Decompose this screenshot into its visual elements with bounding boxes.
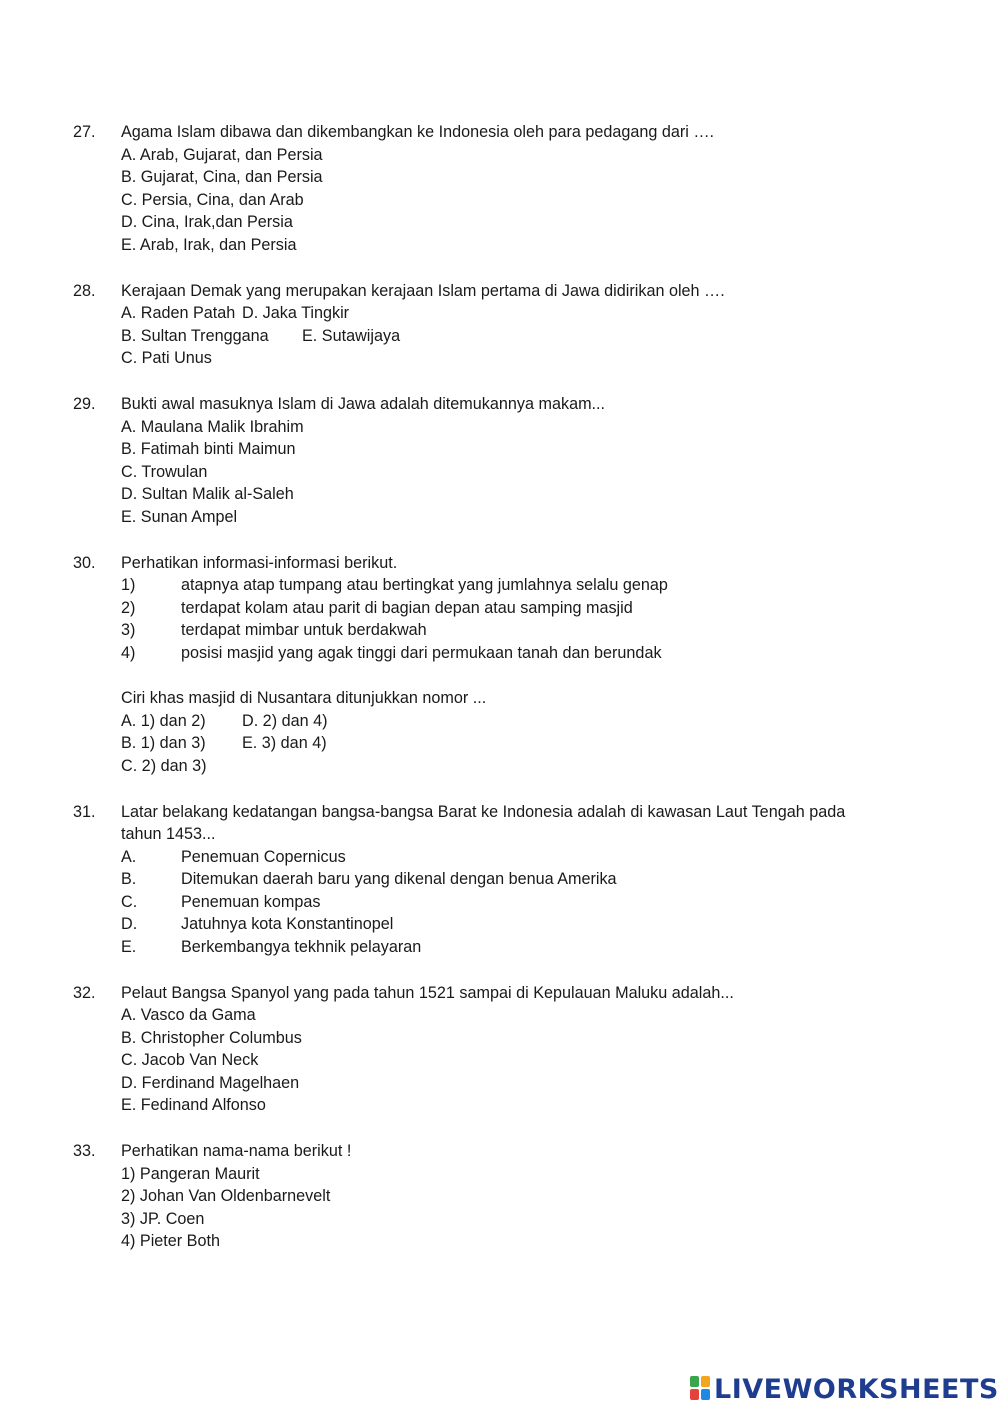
question-31-number: 31.: [73, 803, 96, 821]
question-31-option-marker[interactable]: C.: [121, 893, 138, 911]
question-29-text: Bukti awal masuknya Islam di Jawa adalah ditemukannya makam...: [121, 395, 606, 413]
question-31-option-text[interactable]: Jatuhnya kota Konstantinopel: [181, 915, 394, 933]
question-32-option-b[interactable]: B. Christopher Columbus: [121, 1029, 302, 1047]
question-30-item-text: terdapat kolam atau parit di bagian depan atau samping masjid: [181, 599, 633, 617]
question-29-option-d[interactable]: D. Sultan Malik al-Saleh: [121, 485, 294, 503]
question-29-option-c[interactable]: C. Trowulan: [121, 463, 208, 481]
question-30-option-e[interactable]: E. 3) dan 4): [242, 734, 327, 752]
question-28-number: 28.: [73, 282, 96, 300]
question-29-option-e[interactable]: E. Sunan Ampel: [121, 508, 238, 526]
question-30-option-c[interactable]: C. 2) dan 3): [121, 757, 207, 775]
question-33-number: 33.: [73, 1142, 96, 1160]
question-31-option-marker[interactable]: B.: [121, 870, 137, 888]
liveworksheets-logo-text: LIVEWORKSHEETS: [714, 1373, 999, 1405]
question-28-option-e[interactable]: E. Sutawijaya: [302, 327, 401, 345]
question-30-item-text: terdapat mimbar untuk berdakwah: [181, 621, 427, 639]
question-33-item-3: 3) JP. Coen: [121, 1210, 205, 1228]
question-30-number: 30.: [73, 554, 96, 572]
question-32-option-a[interactable]: A. Vasco da Gama: [121, 1006, 256, 1024]
question-33-item-4: 4) Pieter Both: [121, 1232, 220, 1250]
question-30-item-text: atapnya atap tumpang atau bertingkat yang jumlahnya selalu genap: [181, 576, 668, 594]
question-30-option-a[interactable]: A. 1) dan 2): [121, 712, 206, 730]
liveworksheets-logo-icon: [690, 1376, 712, 1402]
question-30-option-b[interactable]: B. 1) dan 3): [121, 734, 206, 752]
question-30-item-marker: 2): [121, 599, 136, 617]
question-28-option-c[interactable]: C. Pati Unus: [121, 349, 212, 367]
question-32-option-c[interactable]: C. Jacob Van Neck: [121, 1051, 259, 1069]
question-30-prompt: Ciri khas masjid di Nusantara ditunjukkan nomor ...: [121, 689, 487, 707]
question-31-option-marker[interactable]: D.: [121, 915, 138, 933]
question-27-number: 27.: [73, 123, 96, 141]
question-27-option-e[interactable]: E. Arab, Irak, dan Persia: [121, 236, 297, 254]
question-31-option-marker[interactable]: A.: [121, 848, 137, 866]
question-27-option-d[interactable]: D. Cina, Irak,dan Persia: [121, 213, 293, 231]
question-31-option-text[interactable]: Berkembangya tekhnik pelayaran: [181, 938, 422, 956]
question-27-text: Agama Islam dibawa dan dikembangkan ke Indonesia oleh para pedagang dari ….: [121, 123, 715, 141]
question-29-number: 29.: [73, 395, 96, 413]
question-33-item-1: 1) Pangeran Maurit: [121, 1165, 260, 1183]
question-31-option-text[interactable]: Penemuan kompas: [181, 893, 321, 911]
question-31-option-text[interactable]: Ditemukan daerah baru yang dikenal dengan benua Amerika: [181, 870, 617, 888]
question-31-text-continued: tahun 1453...: [121, 825, 216, 843]
question-29-option-b[interactable]: B. Fatimah binti Maimun: [121, 440, 296, 458]
question-32-text: Pelaut Bangsa Spanyol yang pada tahun 1521 sampai di Kepulauan Maluku adalah...: [121, 984, 734, 1002]
question-30-text: Perhatikan informasi-informasi berikut.: [121, 554, 398, 572]
question-30-item-marker: 1): [121, 576, 136, 594]
question-27-option-a[interactable]: A. Arab, Gujarat, dan Persia: [121, 146, 323, 164]
question-31-text: Latar belakang kedatangan bangsa-bangsa Barat ke Indonesia adalah di kawasan Laut Tengah pada: [121, 803, 846, 821]
question-27-option-b[interactable]: B. Gujarat, Cina, dan Persia: [121, 168, 323, 186]
question-28-option-a[interactable]: A. Raden Patah: [121, 304, 236, 322]
question-32-option-d[interactable]: D. Ferdinand Magelhaen: [121, 1074, 300, 1092]
question-32-option-e[interactable]: E. Fedinand Alfonso: [121, 1096, 266, 1114]
question-28-text: Kerajaan Demak yang merupakan kerajaan Islam pertama di Jawa didirikan oleh ….: [121, 282, 725, 300]
question-27-option-c[interactable]: C. Persia, Cina, dan Arab: [121, 191, 304, 209]
question-28-option-b[interactable]: B. Sultan Trenggana: [121, 327, 269, 345]
liveworksheets-logo: [690, 1372, 999, 1406]
question-28-option-d[interactable]: D. Jaka Tingkir: [242, 304, 350, 322]
question-31-option-text[interactable]: Penemuan Copernicus: [181, 848, 346, 866]
question-30-item-marker: 4): [121, 644, 136, 662]
question-31-option-marker[interactable]: E.: [121, 938, 137, 956]
question-30-item-marker: 3): [121, 621, 136, 639]
question-30-option-d[interactable]: D. 2) dan 4): [242, 712, 328, 730]
question-32-number: 32.: [73, 984, 96, 1002]
question-29-option-a[interactable]: A. Maulana Malik Ibrahim: [121, 418, 304, 436]
question-30-item-text: posisi masjid yang agak tinggi dari permukaan tanah dan berundak: [181, 644, 662, 662]
question-33-item-2: 2) Johan Van Oldenbarnevelt: [121, 1187, 331, 1205]
question-33-text: Perhatikan nama-nama berikut !: [121, 1142, 352, 1160]
